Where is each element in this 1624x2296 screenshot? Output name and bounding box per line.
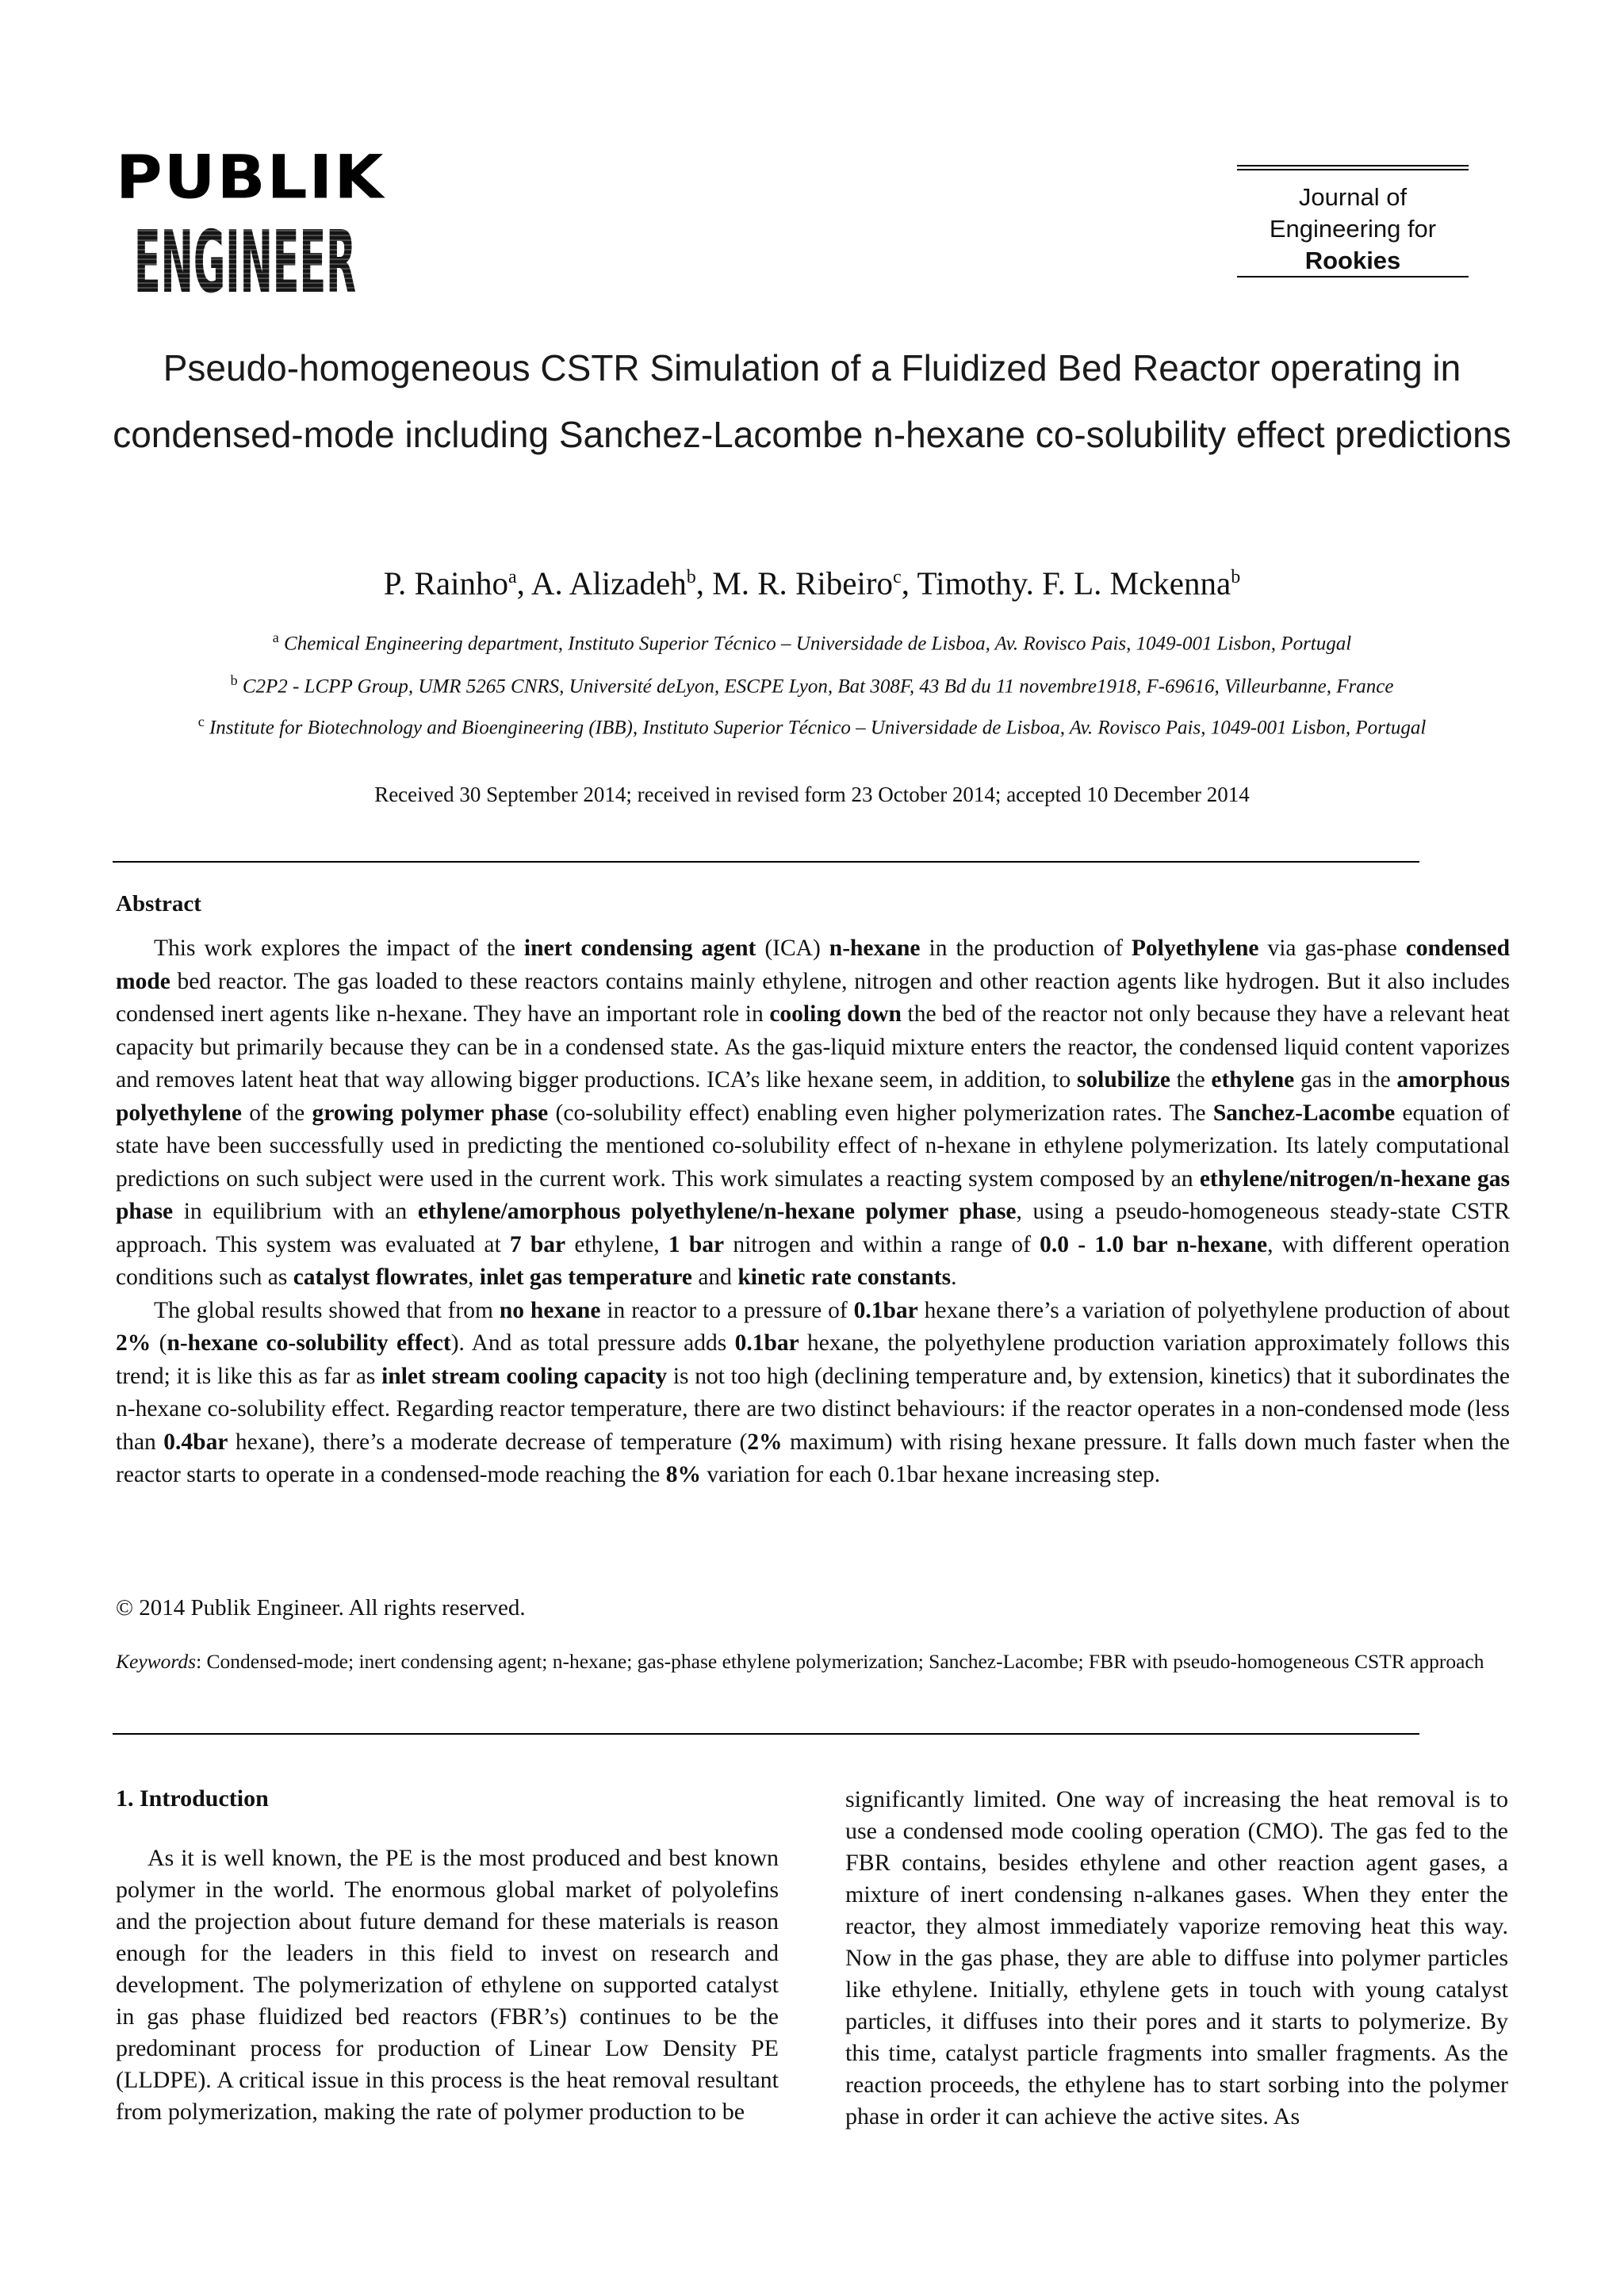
abstract-bold-term: 0.1bar [853, 1297, 918, 1323]
abstract-text-run: variation for each 0.1bar hexane increasing step. [701, 1462, 1161, 1487]
abstract-text-run: and [691, 1265, 738, 1290]
abstract-text-run: of the [241, 1100, 312, 1126]
abstract-heading: Abstract [116, 891, 201, 916]
intro-paragraph-right: significantly limited. One way of increasing the heat removal is to use a condensed mode cooling operation (CMO). The gas fed to the FBR contains, besides ethylene and other reaction agent gases, a mixture of inert condensing n-alkanes gases. When they enter the reactor, they almost immediately vaporize removing heat this way. Now in the gas phase, they are able to diffuse into polymer particles like ethylene. Initially, ethylene gets in touch with young catalyst particles, it diffuses into their pores and it starts to polymerize. By this time, catalyst particle fragments into smaller fragments. As the reaction proceeds, the ethylene has to start sorbing into the polymer phase in order it can achieve the active sites. As [845, 1786, 1508, 2130]
abstract-text-run: The global results showed that from [154, 1297, 500, 1323]
abstract-bold-term: ethylene [1211, 1067, 1295, 1093]
abstract-text-run: ethylene, [565, 1231, 668, 1257]
abstract-text-run: hexane there’s a variation of polyethylene production of about [917, 1297, 1510, 1323]
abstract-text-run: ). And as total pressure adds [450, 1330, 735, 1356]
paper-title: Pseudo-homogeneous CSTR Simulation of a Fluidized Bed Reactor operating in condensed-mode including Sanchez-Lacombe n-hexane co-solubility effect predictions [113, 347, 1511, 455]
logo-engineer-text: ENGINEER [134, 213, 356, 312]
abstract-text-run: , with different operation conditions such as [116, 1231, 1510, 1290]
keywords [116, 1644, 1510, 1679]
abstract-text-run: , using a pseudo-homogeneous steady-state CSTR approach. This system was evaluated at [116, 1199, 1510, 1257]
abstract-body [116, 932, 1510, 1492]
abstract-text-run: via gas-phase [1258, 936, 1406, 961]
author-name: P. Rainho [383, 564, 508, 602]
abstract-bold-term: condensed mode [116, 936, 1510, 994]
intro-paragraph-left: As it is well known, the PE is the most produced and best known polymer in the world. The enormous global market of polyolefins and the projection about future demand for these materials is reason enough for the leaders in this field to invest on research and development. The polymerization of ethylene on supported catalyst in gas phase fluidized bed reactors (FBR’s) continues to be the predominant process for production of Linear Low Density PE (LLDPE). A critical issue in this process is the heat removal resultant from polymerization, making the rate of polymer production to be [116, 1845, 779, 2125]
journal-box [1237, 165, 1469, 277]
abstract-bold-term: n-hexane [829, 936, 921, 961]
keywords-label: Keywords [116, 1650, 197, 1673]
journal-line-3: Rookies [1304, 247, 1401, 274]
abstract-bold-term: kinetic rate constants [737, 1265, 952, 1290]
abstract-text-run: (co-solubility effect) enabling even higher polymerization rates. The [548, 1100, 1213, 1126]
abstract-bold-term: Sanchez-Lacombe [1212, 1100, 1396, 1126]
abstract-bold-term: 2% [747, 1429, 783, 1455]
abstract-bold-term: Polyethylene [1131, 936, 1259, 961]
abstract-text-run: in reactor to a pressure of [600, 1297, 854, 1323]
author-list: P. Rainho$^a$, A. Alizadeh$^b$, M. R. Ribeiro$^c$, Timothy. F. L. Mckenna$^b$ [383, 564, 1241, 602]
abstract-text-run: maximum) with rising hexane pressure. It falls down much faster when the reactor starts to operate in a condensed-mode reaching the [116, 1429, 1510, 1487]
author-name: M. R. Ribeiro [712, 564, 894, 602]
abstract-bold-term: catalyst flowrates [293, 1265, 469, 1290]
abstract-bold-term: inert condensing agent [523, 936, 756, 961]
abstract-bold-term: 7 bar [509, 1231, 566, 1257]
abstract-bold-term: cooling down [769, 1001, 902, 1027]
abstract-bold-term: solubilize [1076, 1067, 1170, 1093]
abstract-text-run: the [1170, 1067, 1212, 1093]
author-name: Timothy. F. L. Mckenna [917, 564, 1231, 602]
abstract-text-run: is not too high (declining temperature and, by extension, kinetics) that it subordinates the n-hexane co-solubility effect. Regarding reactor temperature, there are two distinct behaviours: if the reactor operates in a non-condensed mode (less than [116, 1363, 1510, 1455]
abstract-paragraph-1 [116, 932, 1510, 1295]
intro-column-left [116, 1843, 779, 2128]
abstract-text-run: This work explores the impact of the [154, 936, 524, 961]
keywords-text: : Condensed-mode; inert condensing agent; n-hexane; gas-phase ethylene polymerization; Sanchez-Lacombe; FBR with pseudo-homogeneous CSTR approach [196, 1650, 1484, 1673]
abstract-text-run: hexane), there’s a moderate decrease of temperature ( [228, 1429, 748, 1455]
abstract-bold-term: 0.4bar [163, 1429, 228, 1455]
affiliation-b: $^b$ C2P2 - LCPP Group, UMR 5265 CNRS, Université deLyon, ESCPE Lyon, Bat 308F, 43 Bd du 11 novembre1918, F-69616, Villeurbanne, France [230, 672, 1394, 698]
abstract-bold-term: 2% [116, 1330, 151, 1356]
abstract-text-run: in equilibrium with an [173, 1199, 418, 1224]
abstract-bold-term: ethylene/amorphous polyethylene/n-hexane polymer phase [417, 1199, 1017, 1224]
abstract-bold-term: inlet gas temperature [479, 1265, 692, 1290]
abstract-text-run: the bed of the reactor not only because they have a relevant heat capacity but primarily because they can be in a condensed state. As the gas-liquid mixture enters the reactor, the condensed liquid content vaporizes and removes latent heat that way allowing bigger productions. ICA’s like hexane seem, in addition, to [116, 1001, 1510, 1093]
abstract-bold-term: 1 bar [668, 1231, 725, 1257]
abstract-text-run: gas in the [1294, 1067, 1397, 1093]
abstract-bold-term: 0.1bar [734, 1330, 799, 1356]
affiliation-a: $^a$ Chemical Engineering department, Instituto Superior Técnico – Universidade de Lisboa, Av. Rovisco Pais, 1049-001 Lisbon, Portugal [272, 629, 1352, 655]
received-dates: Received 30 September 2014; received in revised form 23 October 2014; accepted 10 December 2014 [374, 783, 1250, 806]
journal-line-2: Engineering for [1269, 215, 1437, 243]
abstract-text-run: (ICA) [756, 936, 829, 961]
section-heading-introduction: 1. Introduction [116, 1785, 269, 1812]
divider-top [113, 861, 1419, 863]
abstract-text-run: , [468, 1265, 480, 1290]
abstract-text-run: nitrogen and within a range of [724, 1231, 1040, 1257]
abstract-bold-term: ethylene/nitrogen/n-hexane gas phase [116, 1165, 1510, 1224]
abstract-bold-term: 8% [665, 1462, 702, 1487]
author-sup: c [893, 567, 902, 587]
intro-column-right [845, 1784, 1508, 2133]
affiliation-c: $^c$ Institute for Biotechnology and Bioengineering (IBB), Instituto Superior Técnico – Universidade de Lisboa, Av. Rovisco Pais, 1049-001 Lisbon, Portugal [197, 714, 1427, 739]
author-sup: a [508, 567, 517, 587]
abstract-text-run: ( [151, 1330, 167, 1356]
logo-engineer-icon [130, 212, 360, 312]
abstract-bold-term: inlet stream cooling capacity [381, 1363, 668, 1389]
author-name: A. Alizadeh [530, 564, 687, 602]
author-sup: b [686, 567, 696, 587]
abstract-text-run: bed reactor. The gas loaded to these reactors contains mainly ethylene, nitrogen and other reaction agents like hydrogen. But it also includes condensed inert agents like n-hexane. They have an important role in [116, 968, 1510, 1027]
author-sup: b [1231, 567, 1241, 587]
copyright-notice: © 2014 Publik Engineer. All rights reserved. [116, 1595, 526, 1621]
abstract-text-run: equation of state have been successfully used in predicting the mentioned co-solubility effect of n-hexane in ethylene polymerization. Its lately computational predictions on such subject were used in the current work. This work simulates a reacting system composed by an [116, 1100, 1511, 1192]
abstract-bold-term: n-hexane co-solubility effect [167, 1330, 451, 1356]
journal-line-1: Journal of [1298, 183, 1408, 211]
divider-bottom [113, 1733, 1419, 1735]
abstract-text-run: . [951, 1265, 957, 1290]
abstract-bold-term: 0.0 - 1.0 bar n-hexane [1040, 1231, 1268, 1257]
abstract-bold-term: growing polymer phase [312, 1100, 549, 1126]
abstract-bold-term: no hexane [499, 1297, 601, 1323]
abstract-text-run: hexane, the polyethylene production variation approximately follows this trend; it is like this as far as [116, 1330, 1511, 1389]
abstract-text-run: in the production of [920, 936, 1132, 961]
abstract-paragraph-2 [116, 1295, 1510, 1492]
abstract-bold-term: amorphous polyethylene [116, 1067, 1510, 1126]
logo-publik-text: PUBLIK [116, 142, 385, 212]
